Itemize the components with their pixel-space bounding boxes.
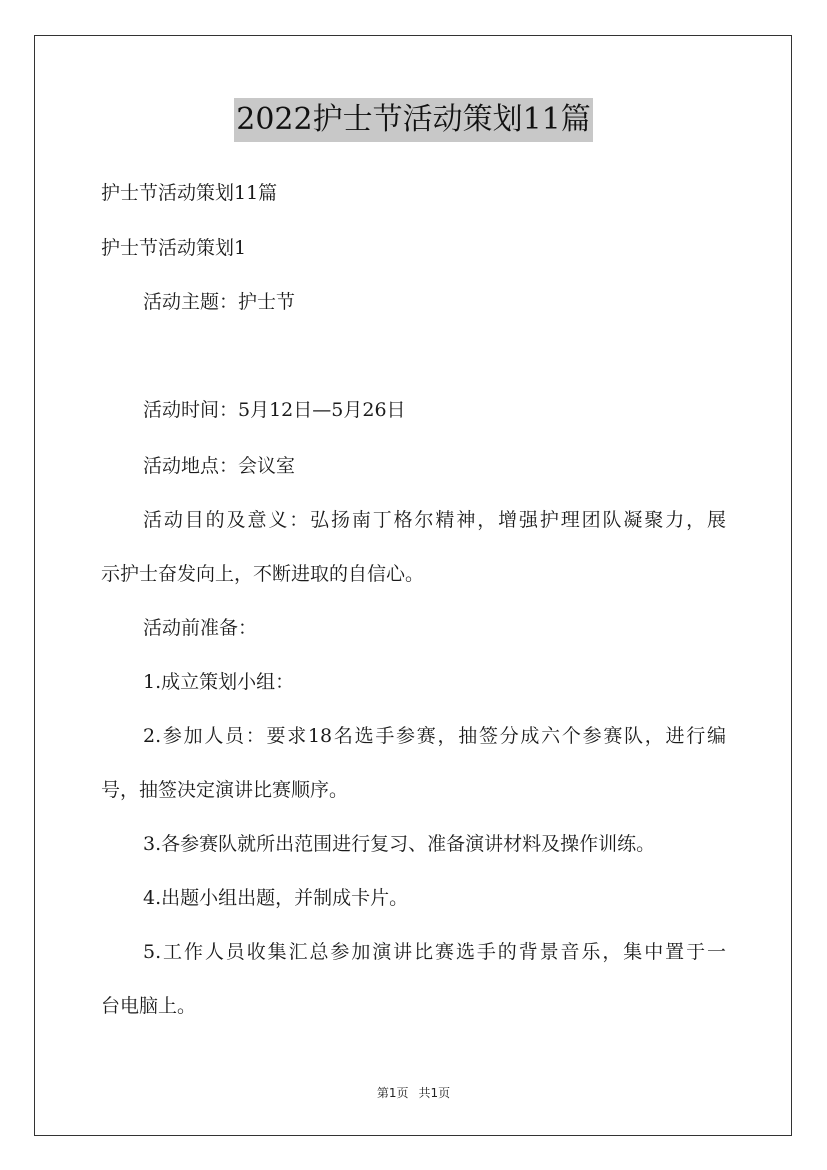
prep-item-2-line2: 号，抽签决定演讲比赛顺序。 [101,779,349,801]
prep-item-5-line2: 台电脑上。 [101,995,197,1017]
page-footer [0,1084,827,1101]
prep-heading: 活动前准备： [143,617,258,639]
activity-purpose-line2: 示护士奋发向上，不断进取的自信心。 [101,563,425,585]
activity-time: 活动时间：5月12日—5月26日 [143,399,406,421]
section-heading: 护士节活动策划1 [101,237,247,259]
activity-location: 活动地点：会议室 [143,455,296,477]
page-total: 共1页 [418,1086,451,1100]
prep-item-4: 4.出题小组出题，并制成卡片。 [143,887,409,909]
subtitle: 护士节活动策划11篇 [101,182,278,204]
title-container [0,98,827,142]
prep-item-1: 1.成立策划小组： [143,671,295,693]
page-number: 第1页 [376,1086,409,1100]
prep-item-5-line1: 5.工作人员收集汇总参加演讲比赛选手的背景音乐，集中置于一 [143,941,726,963]
prep-item-3: 3.各参赛队就所出范围进行复习、准备演讲材料及操作训练。 [143,833,656,855]
prep-item-2-line1: 2.参加人员：要求18名选手参赛，抽签分成六个参赛队，进行编 [143,725,726,747]
document-title: 2022护士节活动策划11篇 [234,98,593,142]
activity-theme: 活动主题：护士节 [143,291,296,313]
activity-purpose-line1: 活动目的及意义：弘扬南丁格尔精神，增强护理团队凝聚力，展 [143,509,726,531]
